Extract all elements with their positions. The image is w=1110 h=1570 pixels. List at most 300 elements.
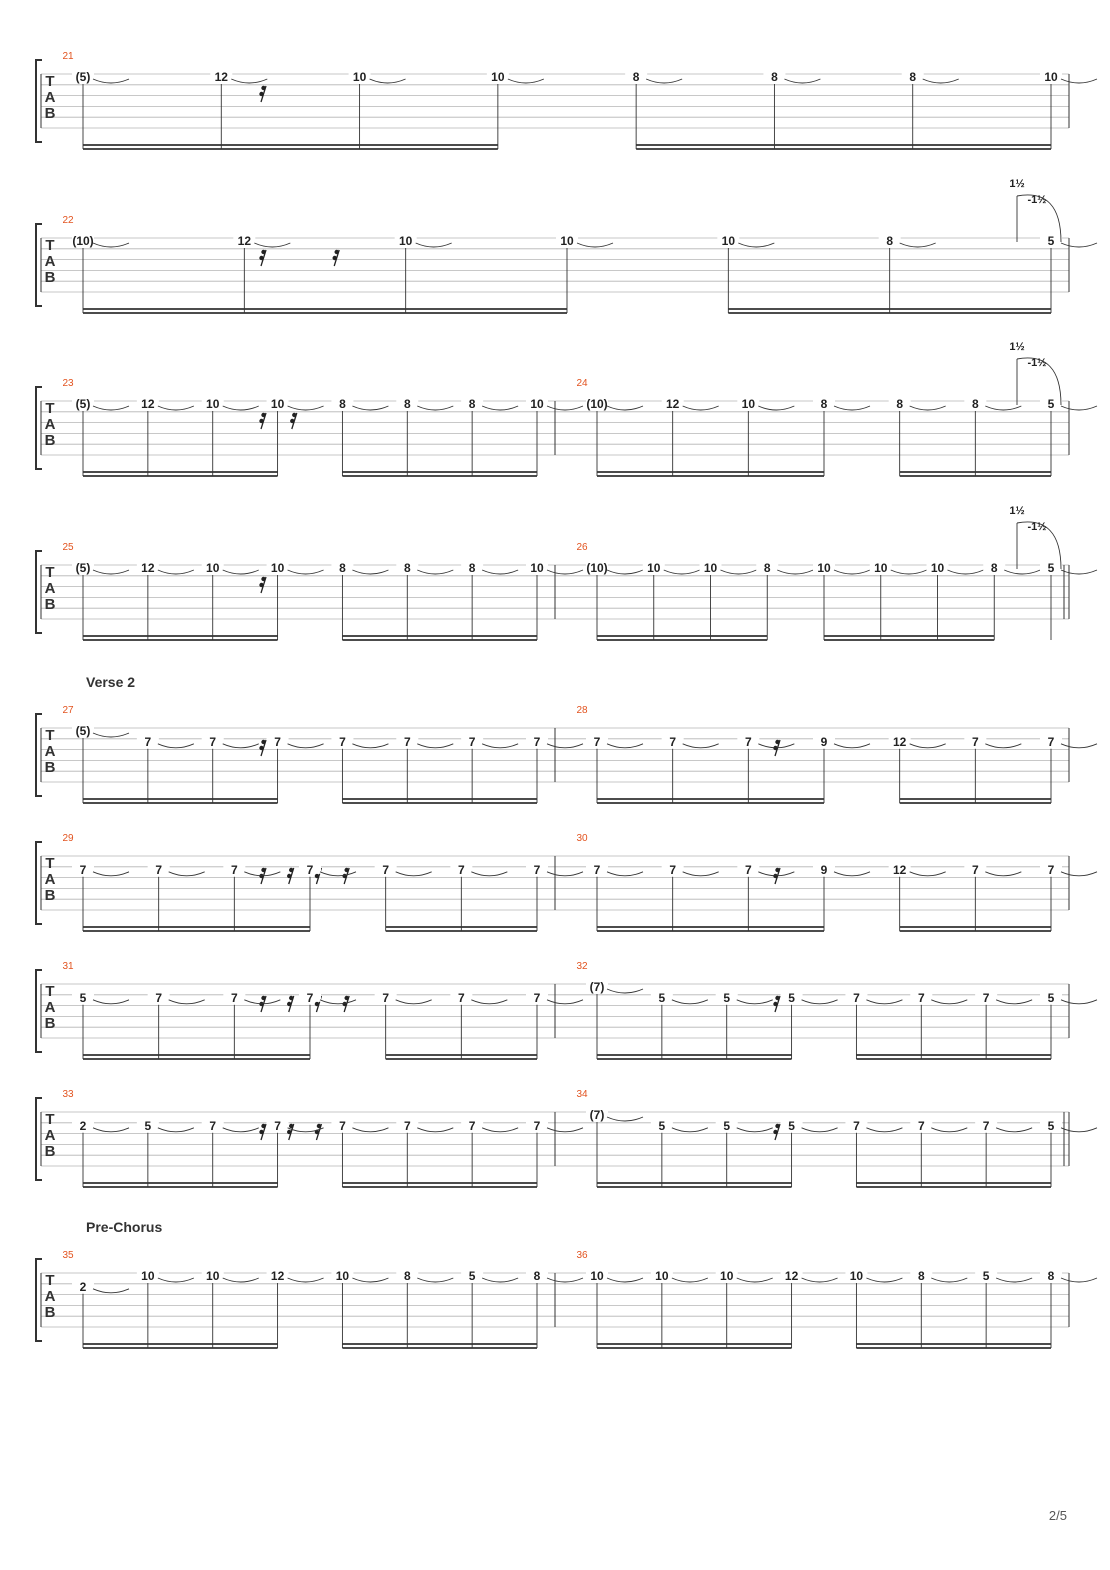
fret-number: 9 xyxy=(820,862,828,877)
fret-number: 8 xyxy=(339,397,346,411)
tie-arc xyxy=(910,406,946,410)
measure-number: 32 xyxy=(576,961,588,972)
tab-system xyxy=(36,674,1097,803)
fret-number: 10 xyxy=(720,1269,734,1283)
sixteenth-rest xyxy=(333,250,340,266)
fret-number: 9 xyxy=(820,734,828,749)
tie-arc xyxy=(923,79,959,83)
bend-marking xyxy=(1009,178,1061,242)
fret-number: 10 xyxy=(721,234,736,248)
tie-arc xyxy=(352,1278,388,1282)
tab-letter-b: B xyxy=(44,1015,56,1032)
fret-number: 10 xyxy=(491,70,505,84)
tie-arc xyxy=(352,570,388,574)
tie-arc xyxy=(646,79,682,83)
fret-number: 10 xyxy=(352,70,367,84)
fret-number: 2 xyxy=(79,1118,87,1133)
bend-marking xyxy=(1009,505,1061,569)
tie-arc xyxy=(1061,243,1097,247)
fret-number: 7 xyxy=(457,990,465,1005)
tie-arc xyxy=(288,570,324,574)
fret-number: 10 xyxy=(741,397,756,411)
tab-letter-a: A xyxy=(44,999,56,1016)
tie-arc xyxy=(547,744,583,748)
fret-number: 8 xyxy=(917,1269,925,1283)
fret-number: 10 xyxy=(703,561,718,575)
fret-number: 12 xyxy=(141,397,155,411)
tab-letter-a: A xyxy=(44,1127,56,1144)
tie-arc xyxy=(1061,79,1097,83)
sixteenth-rest xyxy=(342,996,349,1012)
fret-number: 8 xyxy=(632,70,640,84)
fret-number: 7 xyxy=(274,734,281,749)
fret-number: 7 xyxy=(971,734,979,749)
fret-number: 10 xyxy=(398,234,413,248)
tab-letter-b: B xyxy=(44,759,56,776)
fret-number: 7 xyxy=(853,990,860,1005)
tie-arc xyxy=(320,872,356,876)
tie-arc xyxy=(417,406,453,410)
fret-number: 7 xyxy=(155,990,163,1005)
fret-number: 7 xyxy=(593,734,601,749)
tie-arc xyxy=(158,744,194,748)
fret-number: 7 xyxy=(1047,862,1055,877)
tie-arc xyxy=(1061,1128,1097,1132)
tie-arc xyxy=(834,744,870,748)
fret-number: (7) xyxy=(589,1108,605,1122)
sixteenth-rest xyxy=(259,413,266,429)
tab-letter-b: B xyxy=(44,269,56,286)
tie-arc xyxy=(721,570,757,574)
fret-number: 7 xyxy=(209,734,217,749)
tie-arc xyxy=(223,1278,259,1282)
fret-number: 8 xyxy=(990,561,998,575)
measure-number: 27 xyxy=(62,705,74,716)
fret-number: 10 xyxy=(206,397,220,411)
fret-number: 7 xyxy=(403,1118,411,1133)
fret-number: 8 xyxy=(1047,1269,1055,1283)
tie-arc xyxy=(288,406,324,410)
tie-arc xyxy=(834,406,870,410)
fret-number: 7 xyxy=(468,1118,476,1133)
tie-arc xyxy=(223,744,259,748)
tie-arc xyxy=(547,872,583,876)
fret-number: 7 xyxy=(982,990,990,1005)
sixteenth-rest xyxy=(287,868,294,884)
sixteenth-rest xyxy=(773,1124,780,1140)
fret-number: 12 xyxy=(665,397,680,411)
tie-arc xyxy=(607,872,643,876)
measure-number: 36 xyxy=(576,1250,588,1261)
tie-arc xyxy=(93,243,129,247)
tie-arc xyxy=(891,570,927,574)
tie-arc xyxy=(482,570,518,574)
page-number: 2/5 xyxy=(1048,1508,1067,1523)
tie-arc xyxy=(482,1278,518,1282)
tie-arc xyxy=(93,1000,129,1004)
fret-number: 10 xyxy=(141,1269,155,1283)
tab-letter-b: B xyxy=(44,887,56,904)
fret-number: 7 xyxy=(382,862,390,877)
fret-number: 12 xyxy=(784,1269,799,1283)
tab-letter-t: T xyxy=(45,400,55,417)
tab-letter-t: T xyxy=(45,983,55,1000)
fret-number: 10 xyxy=(530,397,544,411)
fret-number: (10) xyxy=(72,234,94,248)
measure-number: 33 xyxy=(62,1089,74,1100)
tie-arc xyxy=(607,744,643,748)
tie-arc xyxy=(607,1278,643,1282)
tie-arc xyxy=(777,570,813,574)
fret-number: 12 xyxy=(141,561,155,575)
tie-arc xyxy=(93,79,129,83)
tie-arc xyxy=(985,744,1021,748)
fret-number: 7 xyxy=(403,734,411,749)
tie-arc xyxy=(417,570,453,574)
section-label: Pre-Chorus xyxy=(86,1219,163,1235)
tie-arc xyxy=(417,1128,453,1132)
fret-number: 8 xyxy=(403,397,411,411)
bend-amount-up: 1½ xyxy=(1009,505,1025,517)
tie-arc xyxy=(254,243,290,247)
bend-amount-down: -1½ xyxy=(1027,521,1047,533)
tie-arc xyxy=(93,872,129,876)
fret-number: 7 xyxy=(669,862,677,877)
measure-number: 23 xyxy=(62,378,74,389)
measure-number: 26 xyxy=(576,542,588,553)
sixteenth-rest xyxy=(259,577,266,593)
fret-number: 12 xyxy=(270,1269,285,1283)
tie-arc xyxy=(910,872,946,876)
fret-number: (10) xyxy=(586,397,608,411)
measure-number: 34 xyxy=(576,1089,588,1100)
fret-number: 12 xyxy=(214,70,228,84)
tie-arc xyxy=(547,570,583,574)
fret-number: 5 xyxy=(144,1118,152,1133)
tie-arc xyxy=(607,989,643,993)
tab-system xyxy=(36,833,1097,931)
fret-number: 5 xyxy=(658,990,666,1005)
tab-letter-t: T xyxy=(45,237,55,254)
measure-number: 31 xyxy=(62,961,74,972)
tie-arc xyxy=(931,1128,967,1132)
bend-amount-down: -1½ xyxy=(1027,357,1047,369)
tie-arc xyxy=(547,1128,583,1132)
fret-number: 8 xyxy=(820,397,828,411)
tie-arc xyxy=(866,1278,902,1282)
fret-number: 8 xyxy=(763,561,771,575)
tie-arc xyxy=(834,570,870,574)
tab-letter-t: T xyxy=(45,1111,55,1128)
tab-letter-b: B xyxy=(44,1304,56,1321)
fret-number: 7 xyxy=(982,1118,990,1133)
fret-number: 7 xyxy=(853,1118,860,1133)
fret-number: 10 xyxy=(270,397,285,411)
tie-arc xyxy=(1061,872,1097,876)
fret-number: 10 xyxy=(560,234,574,248)
fret-number: 12 xyxy=(892,862,907,877)
tie-arc xyxy=(1061,570,1097,574)
fret-number: 5 xyxy=(1047,561,1055,575)
tie-arc xyxy=(547,1000,583,1004)
tie-arc xyxy=(672,1128,708,1132)
tie-arc xyxy=(482,744,518,748)
fret-number: 7 xyxy=(669,734,677,749)
tie-arc xyxy=(910,744,946,748)
tie-arc xyxy=(352,744,388,748)
tie-arc xyxy=(93,1128,129,1132)
tie-arc xyxy=(683,406,719,410)
tie-arc xyxy=(758,406,794,410)
tie-arc xyxy=(471,1000,507,1004)
tie-arc xyxy=(417,744,453,748)
section-label: Verse 2 xyxy=(86,674,136,690)
tab-letter-a: A xyxy=(44,580,56,597)
tie-arc xyxy=(231,79,267,83)
tie-arc xyxy=(802,1278,838,1282)
tab-letter-a: A xyxy=(44,89,56,106)
fret-number: 7 xyxy=(382,990,390,1005)
tie-arc xyxy=(683,744,719,748)
fret-number: 8 xyxy=(403,1269,411,1283)
tie-arc xyxy=(288,744,324,748)
measure-number: 25 xyxy=(62,542,74,553)
tie-arc xyxy=(996,1000,1032,1004)
tie-arc xyxy=(482,1128,518,1132)
sixteenth-rest xyxy=(259,86,266,102)
measure-number: 35 xyxy=(62,1250,74,1261)
tie-arc xyxy=(737,1000,773,1004)
fret-number: 8 xyxy=(468,397,476,411)
fret-number: 5 xyxy=(982,1269,990,1283)
sixteenth-rest xyxy=(773,996,780,1012)
tie-arc xyxy=(547,406,583,410)
fret-number: 5 xyxy=(658,1118,666,1133)
fret-number: 7 xyxy=(1047,734,1055,749)
tie-arc xyxy=(417,1278,453,1282)
fret-number: 10 xyxy=(817,561,831,575)
tie-arc xyxy=(866,1000,902,1004)
fret-number: 10 xyxy=(590,1269,604,1283)
tie-arc xyxy=(577,243,613,247)
fret-number: 8 xyxy=(886,234,894,248)
tab-system xyxy=(36,1089,1097,1187)
fret-number: 5 xyxy=(788,1118,795,1133)
fret-number: 8 xyxy=(339,561,346,575)
tie-arc xyxy=(737,1278,773,1282)
tie-arc xyxy=(158,406,194,410)
fret-number: 2 xyxy=(79,1279,87,1294)
tie-arc xyxy=(93,570,129,574)
tie-arc xyxy=(93,1289,129,1293)
tie-arc xyxy=(607,1117,643,1121)
fret-number: 8 xyxy=(403,561,411,575)
tie-arc xyxy=(834,872,870,876)
fret-number: 7 xyxy=(306,862,314,877)
fret-number: 7 xyxy=(917,1118,925,1133)
fret-number: 5 xyxy=(79,990,87,1005)
tab-letter-b: B xyxy=(44,105,56,122)
tab-letter-a: A xyxy=(44,416,56,433)
fret-number: (7) xyxy=(589,980,605,994)
tab-letter-t: T xyxy=(45,73,55,90)
fret-number: 7 xyxy=(744,862,752,877)
fret-number: 10 xyxy=(1044,70,1058,84)
fret-number: (5) xyxy=(75,397,91,411)
tab-letter-t: T xyxy=(45,1272,55,1289)
fret-number: 5 xyxy=(723,990,731,1005)
tie-arc xyxy=(1061,406,1097,410)
tie-arc xyxy=(996,1128,1032,1132)
bend-marking xyxy=(1009,341,1061,405)
fret-number: 10 xyxy=(530,561,544,575)
fret-number: 5 xyxy=(723,1118,731,1133)
fret-number: 7 xyxy=(533,1118,541,1133)
tie-arc xyxy=(547,1278,583,1282)
tie-arc xyxy=(508,79,544,83)
tie-arc xyxy=(802,1000,838,1004)
fret-number: 7 xyxy=(230,862,238,877)
tie-arc xyxy=(320,1000,356,1004)
tie-arc xyxy=(370,79,406,83)
fret-number: 7 xyxy=(209,1118,217,1133)
tab-letter-a: A xyxy=(44,1288,56,1305)
tie-arc xyxy=(737,1128,773,1132)
fret-number: 10 xyxy=(270,561,285,575)
fret-number: 10 xyxy=(849,1269,864,1283)
sixteenth-rest xyxy=(290,413,297,429)
tie-arc xyxy=(396,1000,432,1004)
sixteenth-rest xyxy=(315,1124,322,1140)
tie-arc xyxy=(352,406,388,410)
tie-arc xyxy=(223,570,259,574)
measure-number: 24 xyxy=(576,378,588,389)
tab-letter-a: A xyxy=(44,743,56,760)
fret-number: 7 xyxy=(144,734,152,749)
fret-number: 7 xyxy=(79,862,87,877)
fret-number: 10 xyxy=(655,1269,669,1283)
tie-arc xyxy=(482,406,518,410)
fret-number: 5 xyxy=(788,990,795,1005)
tie-arc xyxy=(1061,1000,1097,1004)
tab-system xyxy=(36,341,1097,476)
tab-letter-t: T xyxy=(45,564,55,581)
fret-number: 7 xyxy=(339,1118,346,1133)
tab-system xyxy=(36,961,1097,1059)
fret-number: 10 xyxy=(874,561,888,575)
fret-number: 7 xyxy=(593,862,601,877)
tie-arc xyxy=(931,1000,967,1004)
tie-arc xyxy=(900,243,936,247)
fret-number: 8 xyxy=(533,1269,541,1283)
tie-arc xyxy=(158,1128,194,1132)
tie-arc xyxy=(672,1278,708,1282)
fret-number: 5 xyxy=(1047,397,1055,411)
fret-number: 10 xyxy=(930,561,945,575)
sixteenth-rest xyxy=(287,996,294,1012)
fret-number: 7 xyxy=(468,734,476,749)
fret-number: 5 xyxy=(1047,990,1055,1005)
measure-number: 30 xyxy=(576,833,588,844)
fret-number: 8 xyxy=(468,561,476,575)
tie-arc xyxy=(158,1278,194,1282)
tie-arc xyxy=(1004,570,1040,574)
fret-number: (5) xyxy=(75,70,91,84)
tab-letter-a: A xyxy=(44,253,56,270)
tie-arc xyxy=(1061,744,1097,748)
tie-arc xyxy=(931,1278,967,1282)
fret-number: 7 xyxy=(274,1118,281,1133)
fret-number: 8 xyxy=(771,70,778,84)
sixteenth-rest xyxy=(342,868,349,884)
fret-number: 10 xyxy=(206,561,220,575)
tie-arc xyxy=(985,406,1021,410)
fret-number: 7 xyxy=(155,862,163,877)
tab-letter-a: A xyxy=(44,871,56,888)
fret-number: 8 xyxy=(971,397,979,411)
bend-amount-up: 1½ xyxy=(1009,178,1025,190)
fret-number: 7 xyxy=(917,990,925,1005)
fret-number: 5 xyxy=(468,1269,476,1283)
fret-number: 7 xyxy=(339,734,346,749)
tie-arc xyxy=(607,570,643,574)
tie-arc xyxy=(352,1128,388,1132)
tie-arc xyxy=(866,1128,902,1132)
fret-number: 7 xyxy=(744,734,752,749)
fret-number: 7 xyxy=(533,862,541,877)
sixteenth-rest xyxy=(259,740,266,756)
tie-arc xyxy=(471,872,507,876)
fret-number: 10 xyxy=(647,561,661,575)
fret-number: 8 xyxy=(896,397,904,411)
fret-number: 5 xyxy=(1047,1118,1055,1133)
tie-arc xyxy=(396,872,432,876)
fret-number: 10 xyxy=(335,1269,350,1283)
fret-number: 12 xyxy=(237,234,252,248)
bend-amount-up: 1½ xyxy=(1009,341,1025,353)
fret-number: 7 xyxy=(533,734,541,749)
tab-system xyxy=(36,1219,1097,1348)
fret-number: (5) xyxy=(75,561,91,575)
measure-number: 21 xyxy=(62,51,74,62)
tie-arc xyxy=(223,406,259,410)
tie-arc xyxy=(784,79,820,83)
fret-number: 10 xyxy=(206,1269,220,1283)
fret-number: (5) xyxy=(75,724,91,738)
fret-number: 7 xyxy=(230,990,238,1005)
measure-number: 29 xyxy=(62,833,74,844)
fret-number: 12 xyxy=(892,734,907,749)
fret-number: 7 xyxy=(306,990,314,1005)
tab-letter-t: T xyxy=(45,727,55,744)
fret-number: (10) xyxy=(586,561,608,575)
tie-arc xyxy=(683,872,719,876)
tie-arc xyxy=(664,570,700,574)
tab-letter-t: T xyxy=(45,855,55,872)
tie-arc xyxy=(607,406,643,410)
fret-number: 5 xyxy=(1047,234,1055,248)
measure-number: 28 xyxy=(576,705,588,716)
fret-number: 7 xyxy=(533,990,541,1005)
tab-letter-b: B xyxy=(44,432,56,449)
tie-arc xyxy=(158,570,194,574)
tab-letter-b: B xyxy=(44,1143,56,1160)
sixteenth-rest xyxy=(259,250,266,266)
tie-arc xyxy=(802,1128,838,1132)
tie-arc xyxy=(1061,1278,1097,1282)
measure-number: 22 xyxy=(62,215,74,226)
sixteenth-rest xyxy=(259,1124,266,1140)
